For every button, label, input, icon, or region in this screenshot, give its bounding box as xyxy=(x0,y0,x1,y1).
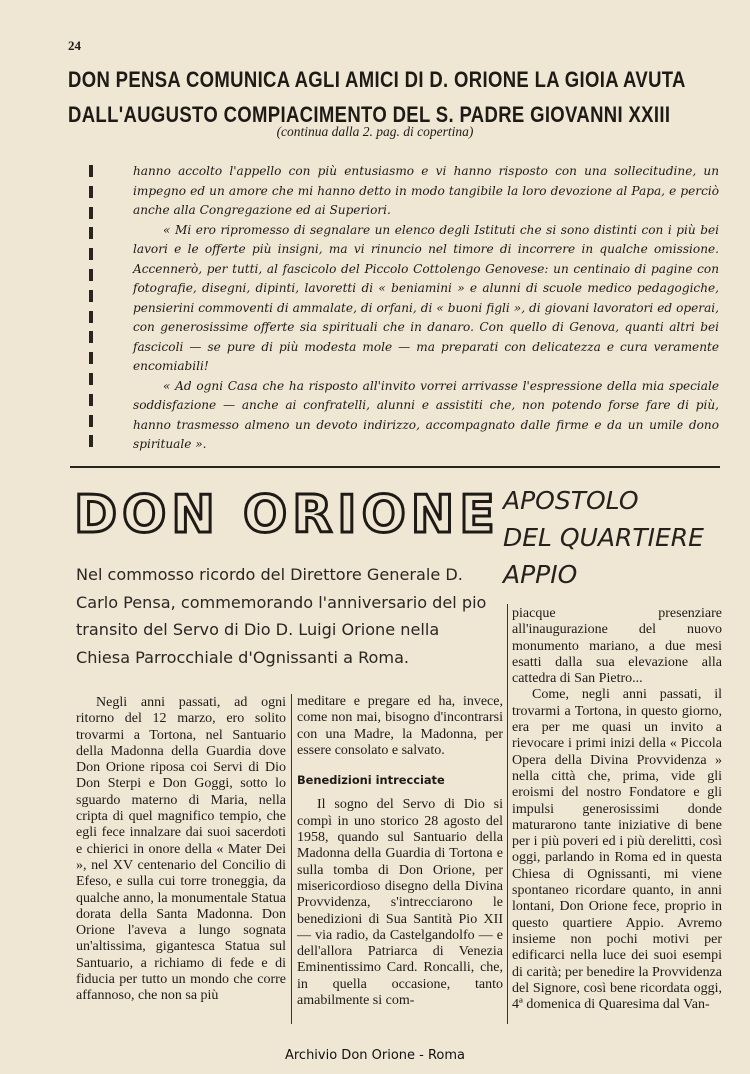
margin-bars xyxy=(89,165,93,456)
headline-line-1: DON PENSA COMUNICA AGLI AMICI DI D. ORIONE LA GIOIA AVUTA xyxy=(68,66,686,92)
body-paragraph: Negli anni passati, ad ogni ritorno del 12 marzo, ero solito trovarmi a Tortona, nel Santuario della Madonna della Guardia dove Don Orione riposa coi Servi di Dio Don Sterpi e Don Goggi, sotto lo sguardo materno di Maria, nella cripta di quel magnifico tempio, che egli fece innalzare dai suoi sacerdoti e chierici in onore della « Mater Dei », nel XV centenario del Concilio di Efeso, e sulla cui torre troneggia, da qualche anno, la monumentale Statua dorata della Santa Madonna. Don Orione l'aveva a lungo sognata un'altissima, gigantesca Statua sul Santuario, a richiamo di fede e di fiducia per tutto un mondo che corre affannoso, che non sa più xyxy=(76,695,286,1004)
body-paragraph: Come, negli anni passati, il trovarmi a Tortona, in questo giorno, era per me quasi un invito a rievocare i primi inizi della « Piccola Opera della Divina Provvidenza » nella città che, prima, vide gli eroismi del nostro Fondatore e gli impulsi generosissimi donde maturarono tante iniziative di bene per i più poveri ed i più derelitti, così oggi, parlando in Roma ed in questa Chiesa di Ognissanti, mi viene spontaneo ricordare quanto, in anni lontani, Don Orione fece, proprio in questo quartiere Appio. Avremo insieme non pochi motivi per edificarci nella luce dei suoi esempi di carità; per benedire la Provvidenza del Signore, così bene ricordata oggi, 4ª domenica di Quaresima dal Van- xyxy=(512,687,722,1013)
article-column-3 xyxy=(512,606,722,1013)
column-rule xyxy=(291,694,292,1024)
subtitle-line: APOSTOLO xyxy=(503,486,639,515)
headline-line-2: DALL'AUGUSTO COMPIACIMENTO DEL S. PADRE GIOVANNI XXIII xyxy=(68,102,671,127)
letter-paragraph: « Mi ero ripromesso di segnalare un elenco degli Istituti che si sono distinti con i più bei lavori e le offerte più insigni, ma vi rinuncio nel timore di incorrere in qualche omissione. Accennerò, per tutti, al fascicolo del Piccolo Cottolengo Genovese: un centinaio di pagine con fotografie, disegni, dipinti, lavoretti di « beniamini » e alunni di scuole medico pedagogiche, pensierini commoventi di ammalate, di orfani, di « buoni figli », di giovani lavoratori ed operai, con generosissime offerte sia spirituali che in danaro. Con quello di Genova, quanti altri bei fascicoli — se pure di più modesta mole — ma preparati con delicatezza e cura veramente encomiabili! xyxy=(133,222,719,373)
body-paragraph: Il sogno del Servo di Dio si compì in uno storico 28 agosto del 1958, quando sul Santuario della Madonna della Guardia di Tortona e sulla tomba di Don Orione, per misericordioso disegno della Divina Provvidenza, s'intrecciarono le benedizioni di Sua Santità Pio XII — via radio, da Castelgandolfo — e dell'allora Patriarca di Venezia Eminentissimo Card. Roncalli, che, in quella occasione, tanto amabilmente si com- xyxy=(297,797,503,1009)
page-number: 24 xyxy=(68,38,81,53)
article-subtitle xyxy=(503,482,733,593)
archive-footer: Archivio Don Orione - Roma xyxy=(284,1048,466,1063)
continuation-note: (continua dalla 2. pag. di copertina) xyxy=(276,124,474,139)
section-heading: Benedizioni intrecciate xyxy=(297,773,445,788)
article-column-1 xyxy=(76,695,286,1005)
headline xyxy=(68,62,718,133)
column-rule xyxy=(507,604,508,1024)
article-title: DON ORIONE xyxy=(74,485,500,545)
section-divider xyxy=(70,466,720,468)
letter-excerpt xyxy=(133,162,719,455)
article-intro: Nel commosso ricordo del Direttore Generale D. Carlo Pensa, commemorando l'anniversario del pio transito del Servo di Dio D. Luigi Orione nella Chiesa Parrocchiale d'Ognissanti a Roma. xyxy=(76,565,487,668)
subtitle-line: APPIO xyxy=(503,560,578,589)
article-column-2 xyxy=(297,694,503,1009)
letter-paragraph: hanno accolto l'appello con più entusiasmo e vi hanno risposto con una sollecitudine, un impegno ed un amore che mi hanno detto in modo tangibile la loro devozione al Papa, e perciò anche alla Congregazione ed ai Superiori. xyxy=(133,164,719,217)
letter-paragraph: « Ad ogni Casa che ha risposto all'invito vorrei arrivasse l'espressione della mia speciale soddisfazione — anche ai confratelli, alunni e assistiti che, non potendo forse fare di più, hanno trasmesso almeno un devoto indirizzo, accompagnato dalle firme e da un umile dono spirituale ». xyxy=(133,378,719,451)
body-paragraph: piacque presenziare all'inaugurazione del nuovo monumento mariano, a due mesi esatti dalla sua elevazione alla cattedra di San Pietro... xyxy=(512,606,722,687)
body-paragraph: meditare e pregare ed ha, invece, come non mai, bisogno d'incontrarsi con una Madre, la Madonna, per essere consolato e salvato. xyxy=(297,694,503,758)
subtitle-line: DEL QUARTIERE xyxy=(503,523,704,552)
